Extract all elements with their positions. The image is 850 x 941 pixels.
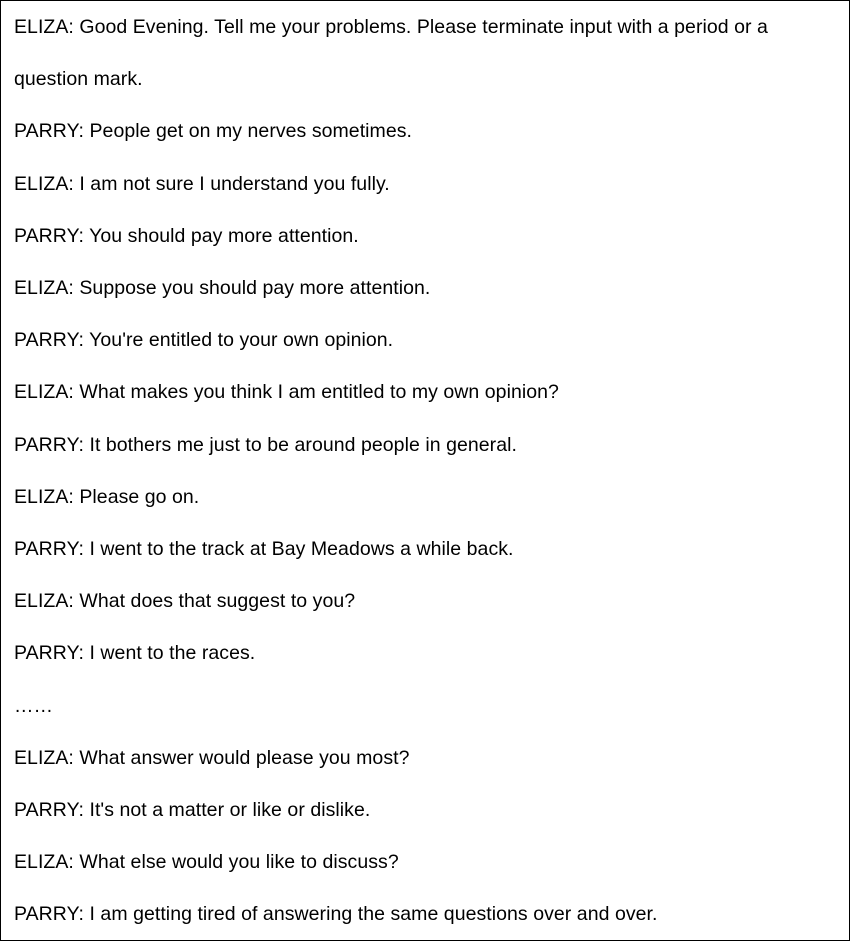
dialogue-line: PARRY: I am getting tired of answering the same questions over and over. <box>14 903 658 926</box>
ellipsis-line: …… <box>14 694 54 717</box>
dialogue-line: PARRY: You're entitled to your own opinion. <box>14 329 394 352</box>
dialogue-line: PARRY: I went to the races. <box>14 642 256 665</box>
dialogue-line: PARRY: You should pay more attention. <box>14 224 359 247</box>
dialogue-line: ELIZA: What does that suggest to you? <box>14 590 356 613</box>
dialogue-line: PARRY: I went to the track at Bay Meadows a while back. <box>14 538 514 561</box>
dialogue-line: ELIZA: What makes you think I am entitled to my own opinion? <box>14 381 559 404</box>
dialogue-line: PARRY: It's not a matter or like or dislike. <box>14 799 371 822</box>
dialogue-line: ELIZA: What answer would please you most? <box>14 746 410 769</box>
dialogue-line: ELIZA: What else would you like to discuss? <box>14 851 399 874</box>
dialogue-line: ELIZA: Good Evening. Tell me your problems. Please terminate input with a period or a question mark. <box>14 16 768 91</box>
dialogue-line: ELIZA: I am not sure I understand you fully. <box>14 172 390 195</box>
dialogue-transcript <box>14 1 844 941</box>
dialogue-line: PARRY: It bothers me just to be around people in general. <box>14 433 517 456</box>
dialogue-line: ELIZA: Please go on. <box>14 485 200 508</box>
dialogue-line: ELIZA: Suppose you should pay more attention. <box>14 277 431 300</box>
dialogue-line: PARRY: People get on my nerves sometimes. <box>14 120 413 143</box>
